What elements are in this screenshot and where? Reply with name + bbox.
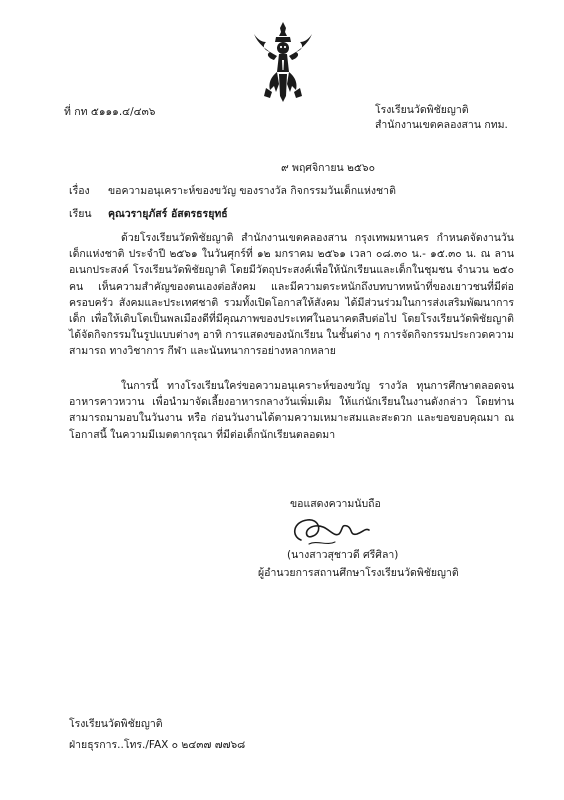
sender-office: สำนักงานเขตคลองสาน กทม. xyxy=(375,119,508,131)
footer-org: โรงเรียนวัดพิชัยญาติ xyxy=(69,718,163,730)
closing-phrase: ขอแสดงความนับถือ xyxy=(290,498,381,510)
salutation-label: เรียน xyxy=(69,208,92,220)
sender-school: โรงเรียนวัดพิชัยญาติ xyxy=(375,104,469,116)
recipient-name: คุณวรายุภัสร์ อัสตรธรยุทธ์ xyxy=(108,208,228,220)
sender-address xyxy=(375,103,508,133)
body-paragraph-2: ในการนี้ ทางโรงเรียนใคร่ขอความอนุเคราะห์ของขวัญ รางวัล ทุนการศึกษาตลอดจน อาหารคาวหวาน เพื่อนำมาจัดเลี้ยงอาหารกลางวันเพิ่มเติม ให้แก่นักเรียนในงานดังกล่าว โดยท่านสามารถมามอบในวันงาน หรือ ก่อนวันงานได้ตามความเหมาะสมและสะดวก และขอขอบคุณมา ณ โอกาสนี้ ในความมีเมตตากรุณา ที่มีต่อเด็กนักเรียนตลอดมา xyxy=(69,380,514,441)
body-paragraph-1: ด้วยโรงเรียนวัดพิชัยญาติ สำนักงานเขตคลองสาน กรุงเทพมหานคร กำหนดจัดงานวันเด็กแห่งชาติ ประจำปี ๒๕๖๑ ในวันศุกร์ที่ ๑๒ มกราคม ๒๕๖๑ เวลา ๐๘.๓๐ น.- ๑๕.๓๐ น. ณ ลานอเนกประสงค์ โรงเรียนวัดพิชัยญาติ โดยมีวัตถุประสงค์เพื่อให้นักเรียนและเด็กในชุมชน จำนวน ๒๕๐ คน เห็นความสำคัญของตนเองต่อสังคม และมีความตระหนักถึงบทบาทหน้าที่ของเยาวชนที่มีต่อครอบครัว สังคมและประเทศชาติ รวมทั้งเปิดโอกาสให้สังคม ได้มีส่วนร่วมในการส่งเสริมพัฒนาการเด็ก เพื่อให้เติบโตเป็นพลเมืองดีที่มีคุณภาพของประเทศในอนาคตสืบต่อไป โดยโรงเรียนวัดพิชัยญาติ ได้จัดกิจกรรมในรูปแบบต่างๆ อาทิ การแสดงของนักเรียน ในชั้นต่าง ๆ การจัดกิจกรรมประกวดความสามารถ ทางวิชาการ กีฬา และนันทนาการอย่างหลากหลาย xyxy=(69,232,514,358)
subject-line xyxy=(69,184,396,199)
subject-text: ขอความอนุเคราะห์ของขวัญ ของรางวัล กิจกรรมวันเด็กแห่งชาติ xyxy=(108,185,396,197)
signer-name: (นางสาวสุชาวดี ศรีศิลา) xyxy=(287,549,399,561)
signer-title: ผู้อำนวยการสถานศึกษาโรงเรียนวัดพิชัยญาติ xyxy=(258,567,459,579)
subject-label: เรื่อง xyxy=(69,185,90,197)
salutation-line xyxy=(69,207,228,222)
document-number: ที่ กท ๕๑๑๑.๔/๔๓๖ xyxy=(64,106,156,118)
letter-date: ๙ พฤศจิกายน ๒๕๖๐ xyxy=(281,162,375,174)
garuda-emblem-icon xyxy=(252,20,314,104)
footer-contact: ฝ่ายธุรการ..โทร./FAX ๐ ๒๔๓๗ ๗๗๖๘ xyxy=(69,739,246,751)
